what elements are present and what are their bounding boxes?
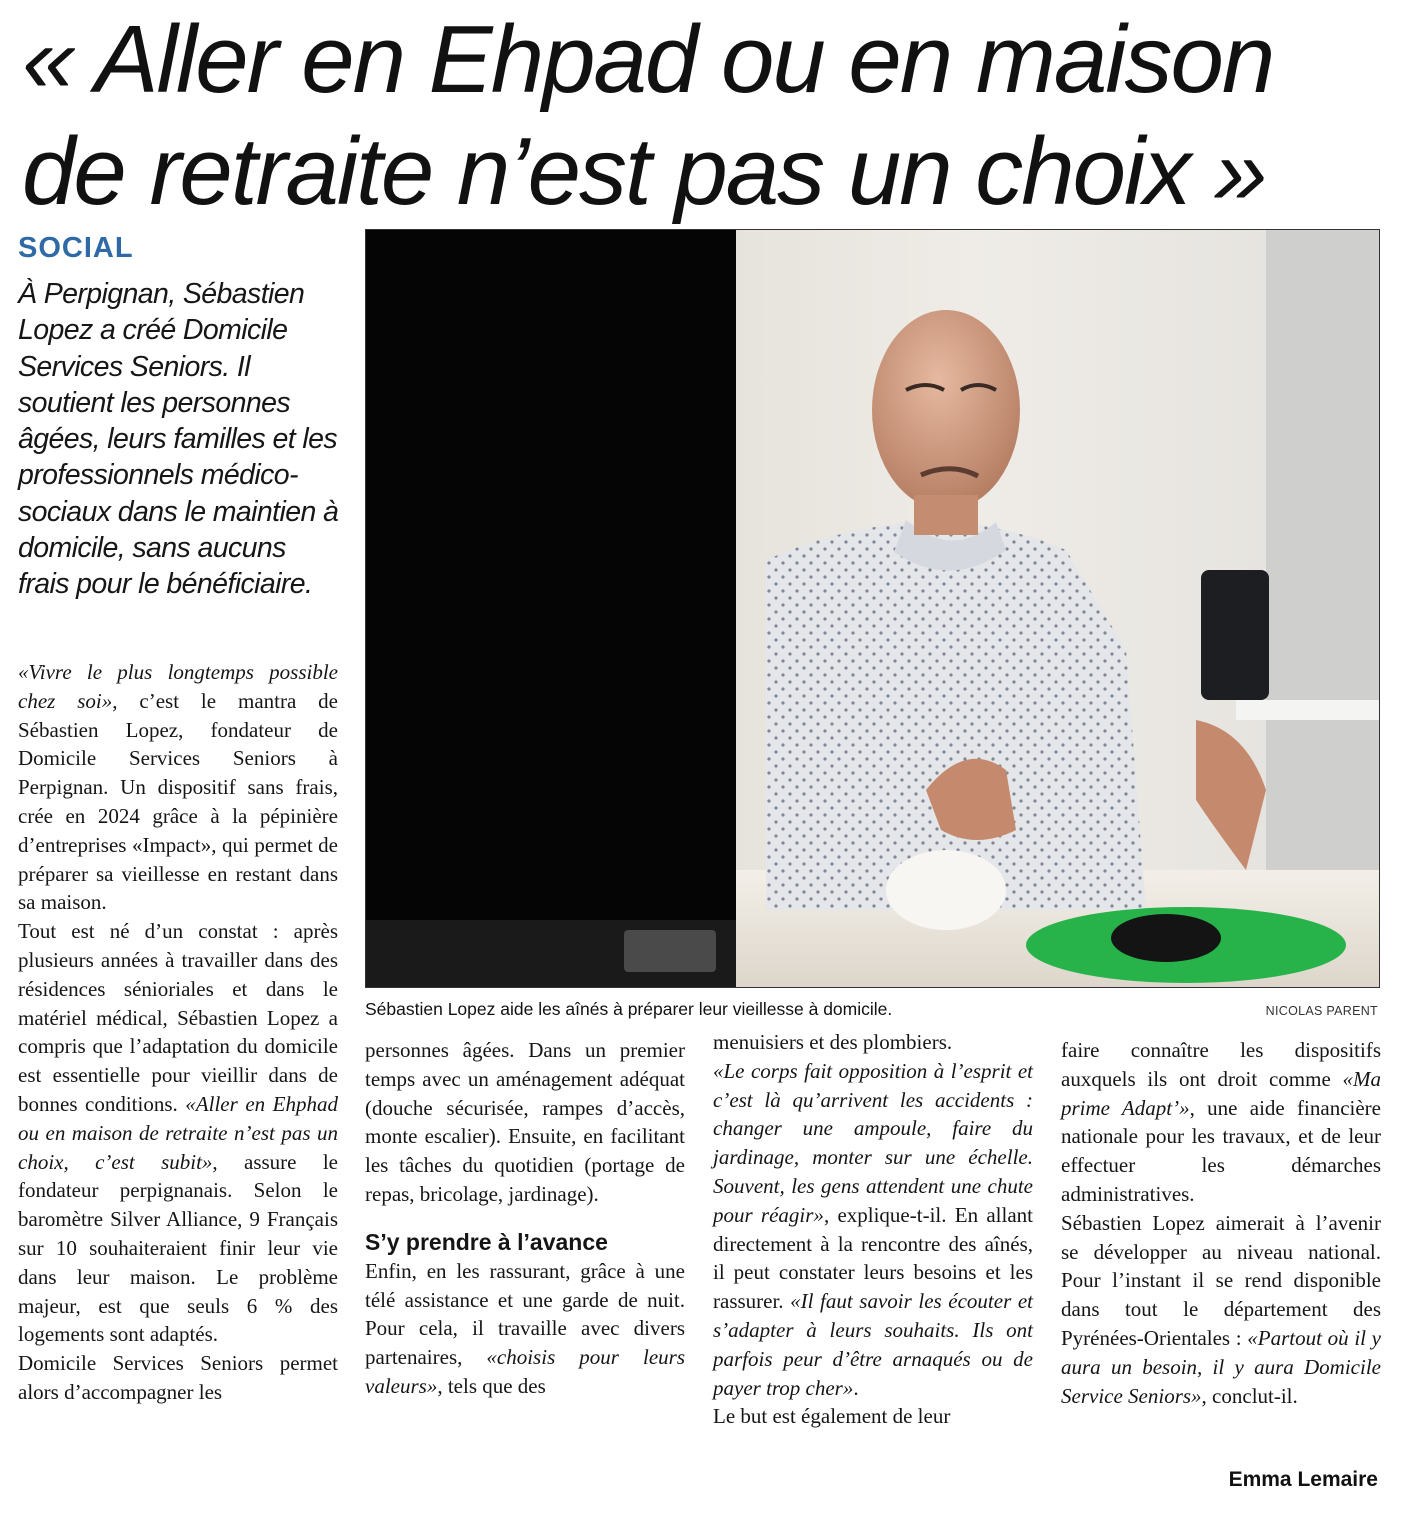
text: Tout est né d’un constat : après plusieurs années à travailler dans des résidences sénioriales et dans le matériel médical, Sébastien Lopez a compris que l’adaptation du domicile est essentielle pour vieillir dans de bonnes conditions. [18,919,338,1116]
text: Enfin, en les rassurant, grâce à une télé assistance et une garde de nuit. Pour cela, il travaille avec divers partenaires, [365,1258,685,1370]
text: , une aide financière nationale pour les travaux, et de leur effectuer les démarches administratives. [1061,1095,1381,1206]
headline-line-1: « Aller en Ehpad ou en maison [22,6,1274,113]
quote: «Aller en Ehphad ou en maison de retraite n’est pas un choix, c’est subit» [18,1091,338,1174]
photo-credit: NICOLAS PARENT [1265,1004,1378,1018]
paragraph [18,658,338,917]
text: , c’est le mantra de Sébastien Lopez, fondateur de Domicile Services Seniors à Perpignan. Un dispositif sans frais, crée en 2024 grâce à la pépinière d’entreprises «Impact», qui permet de préparer sa vieillesse en restant dans sa maison. [18,688,339,915]
paragraph: Le but est également de leur [713,1404,951,1429]
article-column-2 [365,1036,685,1401]
quote: «Vivre le plus longtemps possible chez soi» [18,660,338,713]
paragraph: menuisiers et des plombiers. [713,1030,953,1054]
article-column-1 [18,658,338,1407]
article-column-4 [1061,1036,1381,1410]
text: . [853,1375,859,1400]
article-column-3 [713,1028,1033,1431]
text: Sébastien Lopez aimerait à l’avenir se développer au niveau national. Pour l’instant il se rend disponible dans tout le département des Pyrénées-Orientales : [1061,1210,1381,1350]
paragraph [1061,1209,1381,1411]
lead-paragraph: À Perpignan, Sébastien Lopez a créé Domicile Services Seniors. Il soutient les personnes âgées, leurs familles et les professionnels médico-sociaux dans le maintien à domicile, sans aucuns frais pour le bénéficiaire. [18,278,339,601]
paragraph [365,1257,685,1401]
section-kicker: SOCIAL [18,232,134,264]
quote: «Ma prime Adapt’» [1061,1066,1381,1120]
quote: «Le corps fait opposition à l’esprit et c’est là qu’arrivent les accidents : changer une ampoule, faire du jardinage, monter sur une échelle. Souvent, les gens attendent une chute pour réagir» [713,1058,1033,1227]
text: , tels que des [437,1373,546,1398]
paragraph [1061,1036,1381,1209]
text: , conclut-il. [1201,1383,1298,1408]
headline-line-2: de retraite n’est pas un choix » [22,118,1266,225]
paragraph: personnes âgées. Dans un premier temps avec un aménagement adéquat (douche sécurisée, rampes d’accès, monte escalier). Ensuite, en facilitant les tâches du quotidien (portage de repas, bricolage, jardinage). [365,1038,685,1206]
author-byline: Emma Lemaire [1228,1468,1378,1491]
headline [22,4,1412,228]
quote: «Partout où il y aura un besoin, il y aura Domicile Service Seniors» [1061,1325,1381,1408]
photo-illustration [366,230,1379,987]
subheading: S’y prendre à l’avance [365,1228,608,1255]
text: , assure le fondateur perpignanais. Selon le baromètre Silver Alliance, 9 Français sur 10 souhaiteraient finir leur vie dans leur maison. Le problème majeur, est que seuls 6 % des logements sont adaptés. [18,1149,338,1347]
paragraph: Domicile Services Seniors permet alors d’accompagner les [18,1351,338,1404]
quote: «choisis pour leurs valeurs» [365,1345,685,1398]
quote: «Il faut savoir les écouter et s’adapter à leurs souhaits. Ils ont parfois peur d’être arnaqués ou de payer trop cher» [713,1289,1033,1400]
paragraph [18,917,338,1349]
photo-caption: Sébastien Lopez aide les aînés à préparer leur vieillesse à domicile. [365,999,893,1019]
text: faire connaître les dispositifs auxquels ils ont droit comme [1061,1038,1381,1091]
text: , explique-t-il. En allant directement à la rencontre des aînés, il peut constater leurs besoins et les rassurer. [713,1202,1033,1314]
article-photo [365,229,1380,988]
paragraph [713,1057,1033,1403]
